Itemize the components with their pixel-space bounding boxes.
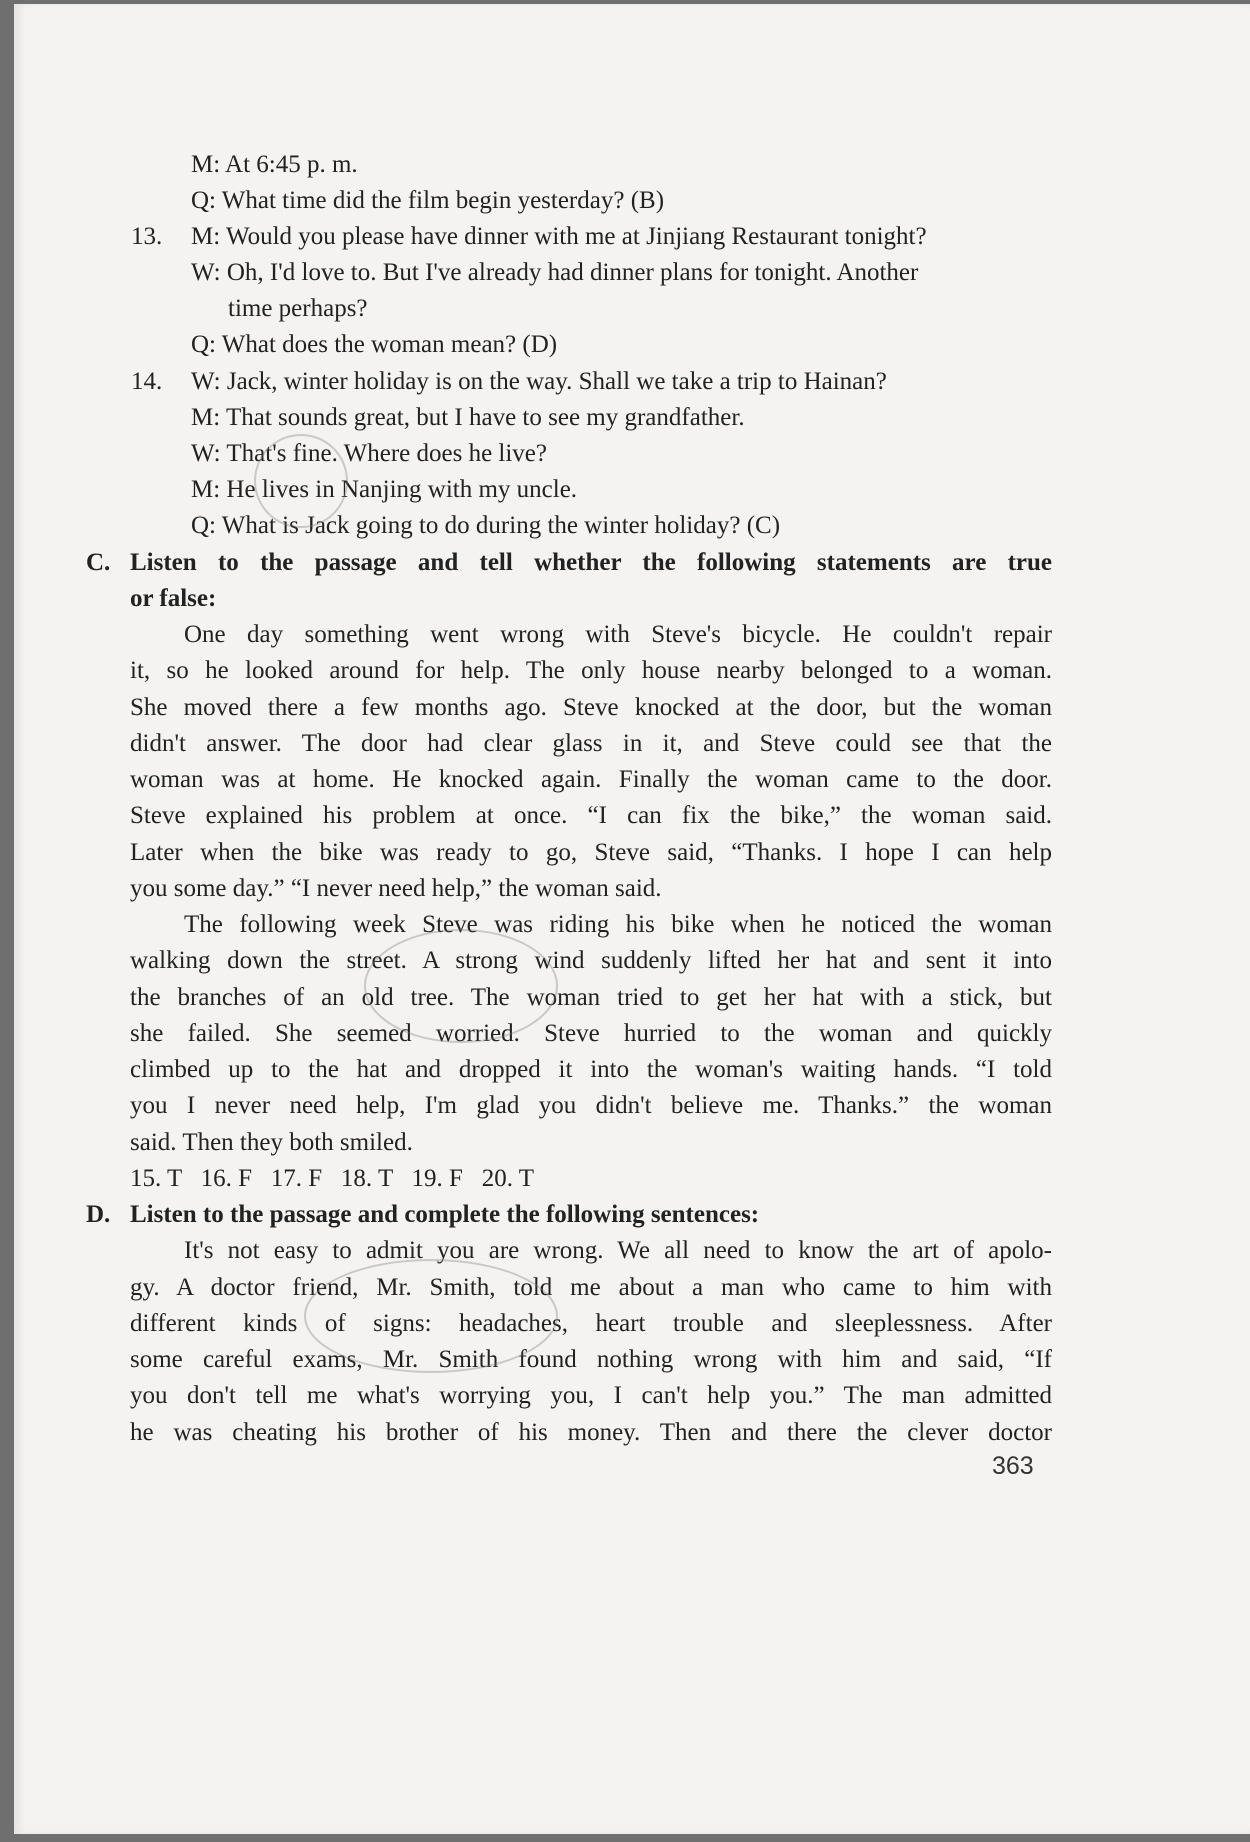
section-letter: C. — [86, 549, 111, 576]
paragraph-line: he was cheating his brother of his money. Then and there the clever doctor — [130, 1419, 1052, 1446]
question-number: 13. — [131, 223, 163, 250]
paragraph-line: gy. A doctor friend, Mr. Smith, told me about a man who came to him with — [130, 1274, 1052, 1301]
watermark-stamp — [364, 929, 558, 1043]
paragraph-line: Later when the bike was ready to go, Steve said, “Thanks. I hope I can help — [130, 839, 1052, 866]
paragraph-line: woman was at home. He knocked again. Finally the woman came to the door. — [130, 766, 1052, 793]
dialogue-line: time perhaps? — [228, 295, 368, 322]
watermark-stamp — [304, 1259, 558, 1373]
dialogue-line: M: That sounds great, but I have to see my grandfather. — [191, 404, 745, 431]
paragraph-line: you I never need help, I'm glad you didn't believe me. Thanks.” the woman — [130, 1092, 1052, 1119]
dialogue-line: M: At 6:45 p. m. — [191, 151, 358, 178]
paragraph-line: said. Then they both smiled. — [130, 1129, 413, 1156]
paragraph-line: It's not easy to admit you are wrong. We all need to know the art of apolo- — [184, 1237, 1052, 1264]
question-line: Q: What time did the film begin yesterday? (B) — [191, 187, 665, 214]
answer-key: 15. T 16. F 17. F 18. T 19. F 20. T — [130, 1165, 535, 1192]
watermark-stamp — [254, 434, 348, 528]
paragraph-line: it, so he looked around for help. The only house nearby belonged to a woman. — [130, 657, 1052, 684]
page-number: 363 — [992, 1452, 1034, 1480]
paragraph-line: One day something went wrong with Steve's bicycle. He couldn't repair — [184, 621, 1052, 648]
paragraph-line: She moved there a few months ago. Steve knocked at the door, but the woman — [130, 694, 1052, 721]
paragraph-line: you don't tell me what's worrying you, I can't help you.” The man admitted — [130, 1382, 1052, 1409]
dialogue-line: M: Would you please have dinner with me at Jinjiang Restaurant tonight? — [191, 223, 927, 250]
section-letter: D. — [86, 1201, 111, 1228]
paragraph-line: you some day.” “I never need help,” the woman said. — [130, 875, 662, 902]
question-line: Q: What does the woman mean? (D) — [191, 331, 558, 358]
dialogue-line: M: He lives in Nanjing with my uncle. — [191, 476, 578, 503]
section-heading: or false: — [130, 585, 217, 612]
dialogue-line: W: Oh, I'd love to. But I've already had dinner plans for tonight. Another — [191, 259, 919, 286]
book-page — [14, 4, 1250, 1834]
paragraph-line: she failed. She seemed worried. Steve hurried to the woman and quickly — [130, 1020, 1052, 1047]
paragraph-line: the branches of an old tree. The woman tried to get her hat with a stick, but — [130, 984, 1052, 1011]
paragraph-line: didn't answer. The door had clear glass in it, and Steve could see that the — [130, 730, 1052, 757]
paragraph-line: climbed up to the hat and dropped it into the woman's waiting hands. “I told — [130, 1056, 1052, 1083]
dialogue-line: W: That's fine. Where does he live? — [191, 440, 547, 467]
section-heading: Listen to the passage and complete the following sentences: — [130, 1201, 760, 1228]
paragraph-line: walking down the street. A strong wind suddenly lifted her hat and sent it into — [130, 947, 1052, 974]
dialogue-line: W: Jack, winter holiday is on the way. Shall we take a trip to Hainan? — [191, 368, 887, 395]
paragraph-line: different kinds of signs: headaches, heart trouble and sleeplessness. After — [130, 1310, 1052, 1337]
paragraph-line: The following week Steve was riding his bike when he noticed the woman — [184, 911, 1052, 938]
paragraph-line: some careful exams, Mr. Smith found nothing wrong with him and said, “If — [130, 1346, 1052, 1373]
paragraph-line: Steve explained his problem at once. “I can fix the bike,” the woman said. — [130, 802, 1052, 829]
question-line: Q: What is Jack going to do during the winter holiday? (C) — [191, 512, 781, 539]
question-number: 14. — [131, 368, 163, 395]
section-heading: Listen to the passage and tell whether the following statements are true — [130, 549, 1052, 576]
